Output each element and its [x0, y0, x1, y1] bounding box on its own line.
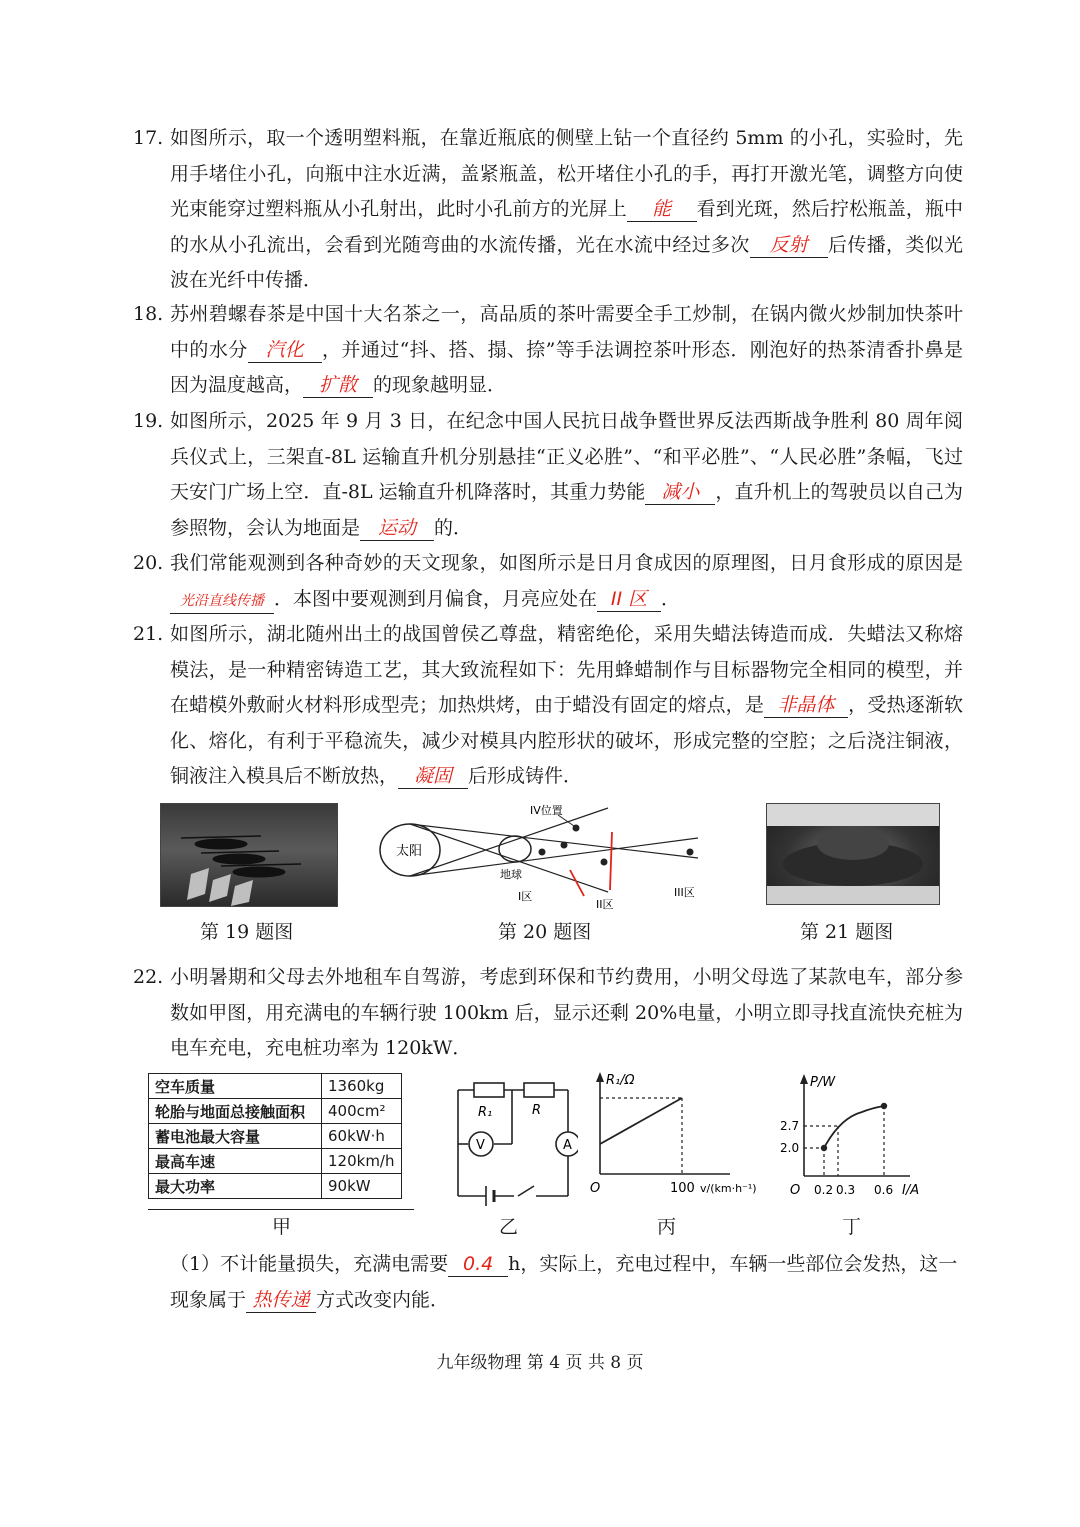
question-text: [170, 404, 963, 546]
power-curve: [824, 1106, 884, 1148]
y-axis-arrow: [800, 1074, 808, 1084]
text-segment: 看到光斑，然后拧松瓶盖，瓶中的水从小孔流出，会看到光随弯曲的水流传播，光在水流中经过多次: [170, 198, 963, 256]
answer-blank[interactable]: 凝固: [398, 764, 468, 789]
zone-1-label: I区: [518, 890, 533, 903]
bronze-vessel-photo: [766, 803, 940, 905]
question-text: [170, 297, 963, 404]
text-segment: ．: [661, 587, 681, 610]
circuit-diagram: [448, 1076, 578, 1206]
text-segment: 如图所示，湖北随州出土的战国曾侯乙尊盘，精密绝伦，采用失蜡法铸造而成．失蜡法又称熔模法，是一种精密铸造工艺，其大致流程如下：先用蜂蜡制作与目标器物完全相同的模型，并在蜡模外敷耐火材料形成型壳；加热烘烤，由于蜡没有固定的熔点，是: [170, 623, 963, 716]
text-segment: 我们常能观测到各种奇妙的天文现象，如图所示是日月食成因的原理图，日月食形成的原因是: [170, 552, 963, 574]
origin-label: O: [590, 1181, 601, 1196]
figure-20-caption: 第 20 题图: [498, 921, 592, 943]
r1-label: R₁: [478, 1105, 493, 1120]
helicopter-illustration: [161, 804, 337, 906]
text-segment: 如图所示，2025 年 9 月 3 日，在纪念中国人民抗日战争暨世界反法西斯战争胜利 80 周年阅兵仪式上，三架直-8L 运输直升机分别悬挂“正义必胜”、“和平必胜”、“人民必胜”条幅，飞过天安门广场上空．直-8L 运输直升机降落时，其重力势能: [170, 410, 963, 503]
y-tick-label: 2.0: [780, 1141, 800, 1155]
table-cell-key: 轮胎与地面总接触面积: [149, 1099, 322, 1124]
graph-resistance-speed: [590, 1070, 776, 1200]
answer-blank[interactable]: 运动: [360, 516, 434, 541]
question-20: [133, 546, 963, 617]
subquestion-1: [170, 1246, 970, 1318]
question-22: [133, 960, 963, 1067]
question-21: [133, 617, 963, 795]
bronze-vessel-illustration: [767, 804, 939, 904]
text-segment: （1）不计能量损失，充满电需要: [170, 1253, 449, 1275]
question-text: [170, 617, 963, 795]
text-segment: 后传播，类似光波在光纤中传播．: [170, 233, 963, 291]
text-segment: h，实际上，充电过程中，车辆一些部位会发热，这一现象属于: [170, 1253, 958, 1311]
table-cell-value: 90kW: [322, 1174, 402, 1199]
x-tick-label: 0.6: [874, 1183, 894, 1197]
question-number: 17.: [133, 127, 164, 149]
y-axis-label: R₁/Ω: [606, 1073, 635, 1088]
ammeter-label: A: [563, 1138, 572, 1153]
moon-positions: [539, 825, 694, 866]
earth-label: 地球: [500, 868, 522, 881]
x-tick-label: 0.2: [814, 1183, 834, 1197]
question-text: [170, 121, 963, 299]
resistor-r1: [474, 1083, 504, 1097]
light-rays: [410, 808, 698, 892]
voltmeter-label: V: [476, 1138, 485, 1153]
table-cell-value: 1360kg: [322, 1074, 402, 1099]
eclipse-diagram: [378, 800, 708, 912]
figure-jia-caption: 甲: [272, 1216, 292, 1238]
answer-blank[interactable]: 非晶体: [764, 693, 848, 718]
figure-21-caption: 第 21 题图: [800, 921, 894, 943]
figure-ding-caption: 丁: [842, 1216, 862, 1238]
text-segment: 如图所示，取一个透明塑料瓶，在靠近瓶底的侧壁上钻一个直径约 5mm 的小孔，实验时，先用手堵住小孔，向瓶中注水近满，盖紧瓶盖，松开堵住小孔的手，再打开激光笔，调整方向使光束能穿过塑料瓶从小孔射出，此时小孔前方的光屏上: [170, 127, 963, 220]
text-segment: ，直升机上的驾驶员以自己为参照物，会认为地面是: [170, 481, 963, 539]
y-axis-arrow: [596, 1072, 604, 1082]
page-footer: 九年级物理 第 4 页 共 8 页: [436, 1353, 644, 1373]
table-row: [149, 1174, 402, 1199]
parameter-table: [148, 1073, 402, 1199]
table-row: [149, 1149, 402, 1174]
answer-blank[interactable]: 0.4: [448, 1252, 508, 1277]
table-row: [149, 1099, 402, 1124]
question-number: 19.: [133, 410, 164, 432]
table-cell-value: 60kW·h: [322, 1124, 402, 1149]
zone-2-label: II区: [596, 898, 614, 911]
answer-blank[interactable]: II 区: [597, 587, 661, 612]
text-segment: 方式改变内能．: [316, 1289, 450, 1311]
helicopter-photo: [160, 803, 338, 907]
table-cell-value: 120km/h: [322, 1149, 402, 1174]
position-4-label: IV位置: [530, 804, 563, 817]
data-line: [600, 1098, 682, 1144]
question-17: [133, 121, 963, 299]
answer-blank[interactable]: 光沿直线传播: [170, 589, 274, 614]
text-segment: ．本图中要观测到月偏食，月亮应处在: [274, 587, 598, 610]
question-number: 22.: [133, 966, 164, 988]
answer-blank[interactable]: 热传递: [246, 1288, 316, 1313]
table-row: [149, 1124, 402, 1149]
sun-label: 太阳: [396, 844, 423, 859]
x-tick-label: 0.3: [836, 1183, 856, 1197]
y-tick-label: 2.7: [780, 1119, 800, 1133]
question-text: [170, 546, 963, 617]
answer-blank[interactable]: 能: [627, 197, 697, 222]
question-number: 20.: [133, 552, 164, 574]
figure-19-caption: 第 19 题图: [200, 921, 294, 943]
answer-blank[interactable]: 反射: [750, 233, 828, 258]
table-cell-key: 蓄电池最大容量: [149, 1124, 322, 1149]
table-row: [149, 1074, 402, 1099]
parameter-table-container: [148, 1073, 414, 1210]
question-text: 小明暑期和父母去外地租车自驾游，考虑到环保和节约费用，小明父母选了某款电车，部分参数如甲图，用充满电的车辆行驶 100km 后，显示还剩 20%电量，小明立即寻找直流快充桩为电车充电，充电桩功率为 120kW．: [170, 966, 963, 1059]
text-segment: 的．: [434, 516, 473, 539]
x-axis-label: I/A: [902, 1183, 920, 1198]
text-segment: ，并通过“抖、搭、搨、捺”等手法调控茶叶形态．刚泡好的热茶清香扑鼻是因为温度越高，: [170, 338, 963, 396]
guide-lines: [804, 1106, 884, 1176]
x-axis-label: v/(km·h⁻¹): [700, 1182, 757, 1195]
text-segment: 苏州碧螺春茶是中国十大名茶之一，高品质的茶叶需要全手工炒制，在锅内微火炒制加快茶叶中的水分: [170, 303, 963, 361]
zone-3-label: III区: [674, 886, 695, 899]
table-cell-key: 最大功率: [149, 1174, 322, 1199]
figure-bing-caption: 丙: [657, 1216, 677, 1238]
table-cell-key: 最高车速: [149, 1149, 322, 1174]
text-segment: 的现象越明显．: [373, 374, 507, 396]
answer-blank[interactable]: 减小: [645, 480, 715, 505]
text-segment: 后形成铸件．: [468, 765, 583, 787]
y-axis-label: P/W: [810, 1075, 836, 1090]
table-cell-value: 400cm²: [322, 1099, 402, 1124]
answer-blank[interactable]: 汽化: [248, 338, 322, 363]
table-cell-key: 空车质量: [149, 1074, 322, 1099]
r-label: R: [532, 1103, 542, 1118]
question-number: 21.: [133, 623, 164, 645]
figure-yi-caption: 乙: [499, 1216, 519, 1238]
question-19: [133, 404, 963, 546]
resistor-r: [524, 1083, 554, 1097]
table-underline: [148, 1209, 414, 1210]
graph-power-current: [780, 1072, 940, 1202]
x-tick-label: 100: [670, 1181, 695, 1196]
origin-label: O: [790, 1183, 801, 1198]
text-segment: ，受热逐渐软化、熔化，有利于平稳流失，减少对模具内腔形状的破坏，形成完整的空腔；之后浇注铜液，铜液注入模具后不断放热，: [170, 694, 963, 787]
answer-blank[interactable]: 扩散: [303, 373, 373, 398]
question-18: [133, 297, 963, 404]
question-number: 18.: [133, 303, 164, 325]
